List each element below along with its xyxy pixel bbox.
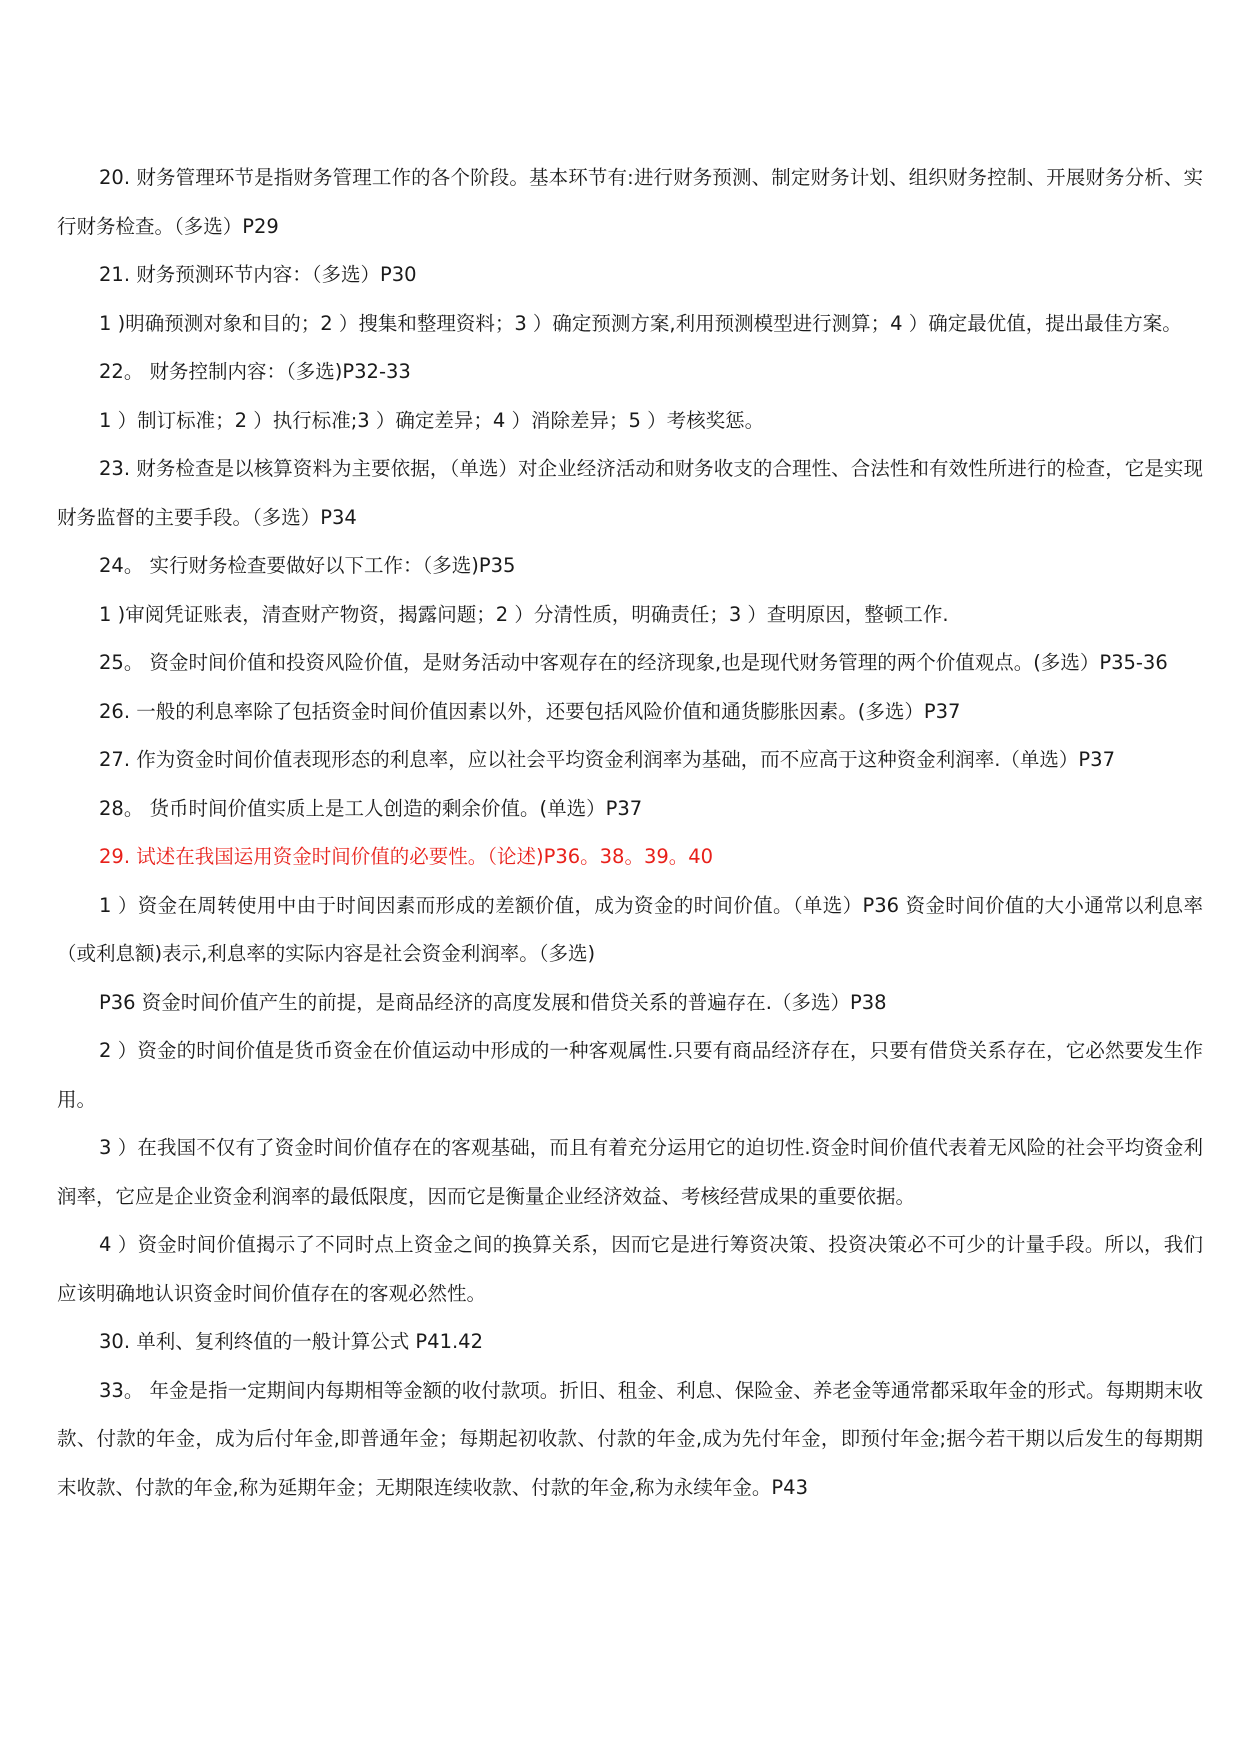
item-29-point-2: 2 ）资金的时间价值是货币资金在价值运动中形成的一种客观属性.只要有商品经济存在，只要有借贷关系存在，它必然要发生作用。 <box>57 1039 1203 1111</box>
item-28-paragraph: 28。 货币时间价值实质上是工人创造的剩余价值。(单选）P37 <box>99 796 643 820</box>
item-21-heading: 21. 财务预测环节内容：（多选）P30 <box>99 263 417 286</box>
item-26-paragraph: 26. 一般的利息率除了包括资金时间价值因素以外，还要包括风险价值和通货膨胀因素。(多选）P37 <box>99 699 961 723</box>
item-30-paragraph: 30. 单利、复利终值的一般计算公式 P41.42 <box>99 1330 483 1353</box>
item-29-point-1-continued: P36 资金时间价值产生的前提，是商品经济的高度发展和借贷关系的普遍存在.（多选）P38 <box>99 990 887 1014</box>
item-29-point-3: 3 ）在我国不仅有了资金时间价值存在的客观基础，而且有着充分运用它的迫切性.资金时间价值代表着无风险的社会平均资金利润率，它应是企业资金利润率的最低限度，因而它是衡量企业经济效益、考核经营成果的重要依据。 <box>57 1136 1203 1208</box>
item-22-content: 1 ）制订标准；2 ）执行标准;3 ）确定差异；4 ）消除差异；5 ）考核奖惩。 <box>99 408 765 432</box>
item-24-content: 1 )审阅凭证账表，清查财产物资，揭露问题；2 ）分清性质，明确责任；3 ）查明原因，整顿工作. <box>99 602 949 626</box>
item-22-heading: 22。 财务控制内容：（多选)P32-33 <box>99 360 411 383</box>
item-23-paragraph: 23. 财务检查是以核算资料为主要依据，（单选）对企业经济活动和财务收支的合理性、合法性和有效性所进行的检查，它是实现财务监督的主要手段。（多选）P34 <box>57 457 1203 529</box>
item-29-heading-highlighted: 29. 试述在我国运用资金时间价值的必要性。（论述)P36。38。39。40 <box>99 845 714 868</box>
item-20-paragraph: 20. 财务管理环节是指财务管理工作的各个阶段。基本环节有:进行财务预测、制定财务计划、组织财务控制、开展财务分析、实行财务检查。（多选）P29 <box>57 166 1203 238</box>
item-24-heading: 24。 实行财务检查要做好以下工作：（多选)P35 <box>99 554 516 577</box>
item-27-paragraph: 27. 作为资金时间价值表现形态的利息率，应以社会平均资金利润率为基础，而不应高于这种资金利润率.（单选）P37 <box>99 748 1115 771</box>
item-29-point-4: 4 ）资金时间价值揭示了不同时点上资金之间的换算关系，因而它是进行筹资决策、投资决策必不可少的计量手段。所以，我们应该明确地认识资金时间价值存在的客观必然性。 <box>57 1233 1203 1305</box>
document-body <box>57 154 1203 1512</box>
item-29-point-1: 1 ）资金在周转使用中由于时间因素而形成的差额价值，成为资金的时间价值。（单选）P36 资金时间价值的大小通常以利息率（或利息额)表示,利息率的实际内容是社会资金利润率。（多选) <box>57 893 1203 965</box>
item-21-content: 1 )明确预测对象和目的；2 ）搜集和整理资料；3 ）确定预测方案,利用预测模型进行测算；4 ）确定最优值，提出最佳方案。 <box>99 311 1182 335</box>
item-33-paragraph: 33。 年金是指一定期间内每期相等金额的收付款项。折旧、租金、利息、保险金、养老金等通常都采取年金的形式。每期期末收款、付款的年金，成为后付年金,即普通年金；每期起初收款、付款的年金,成为先付年金，即预付年金;据今若干期以后发生的每期期末收款、付款的年金,称为延期年金；无期限连续收款、付款的年金,称为永续年金。P43 <box>57 1378 1203 1499</box>
item-25-paragraph: 25。 资金时间价值和投资风险价值，是财务活动中客观存在的经济现象,也是现代财务管理的两个价值观点。(多选）P35-36 <box>99 651 1168 674</box>
